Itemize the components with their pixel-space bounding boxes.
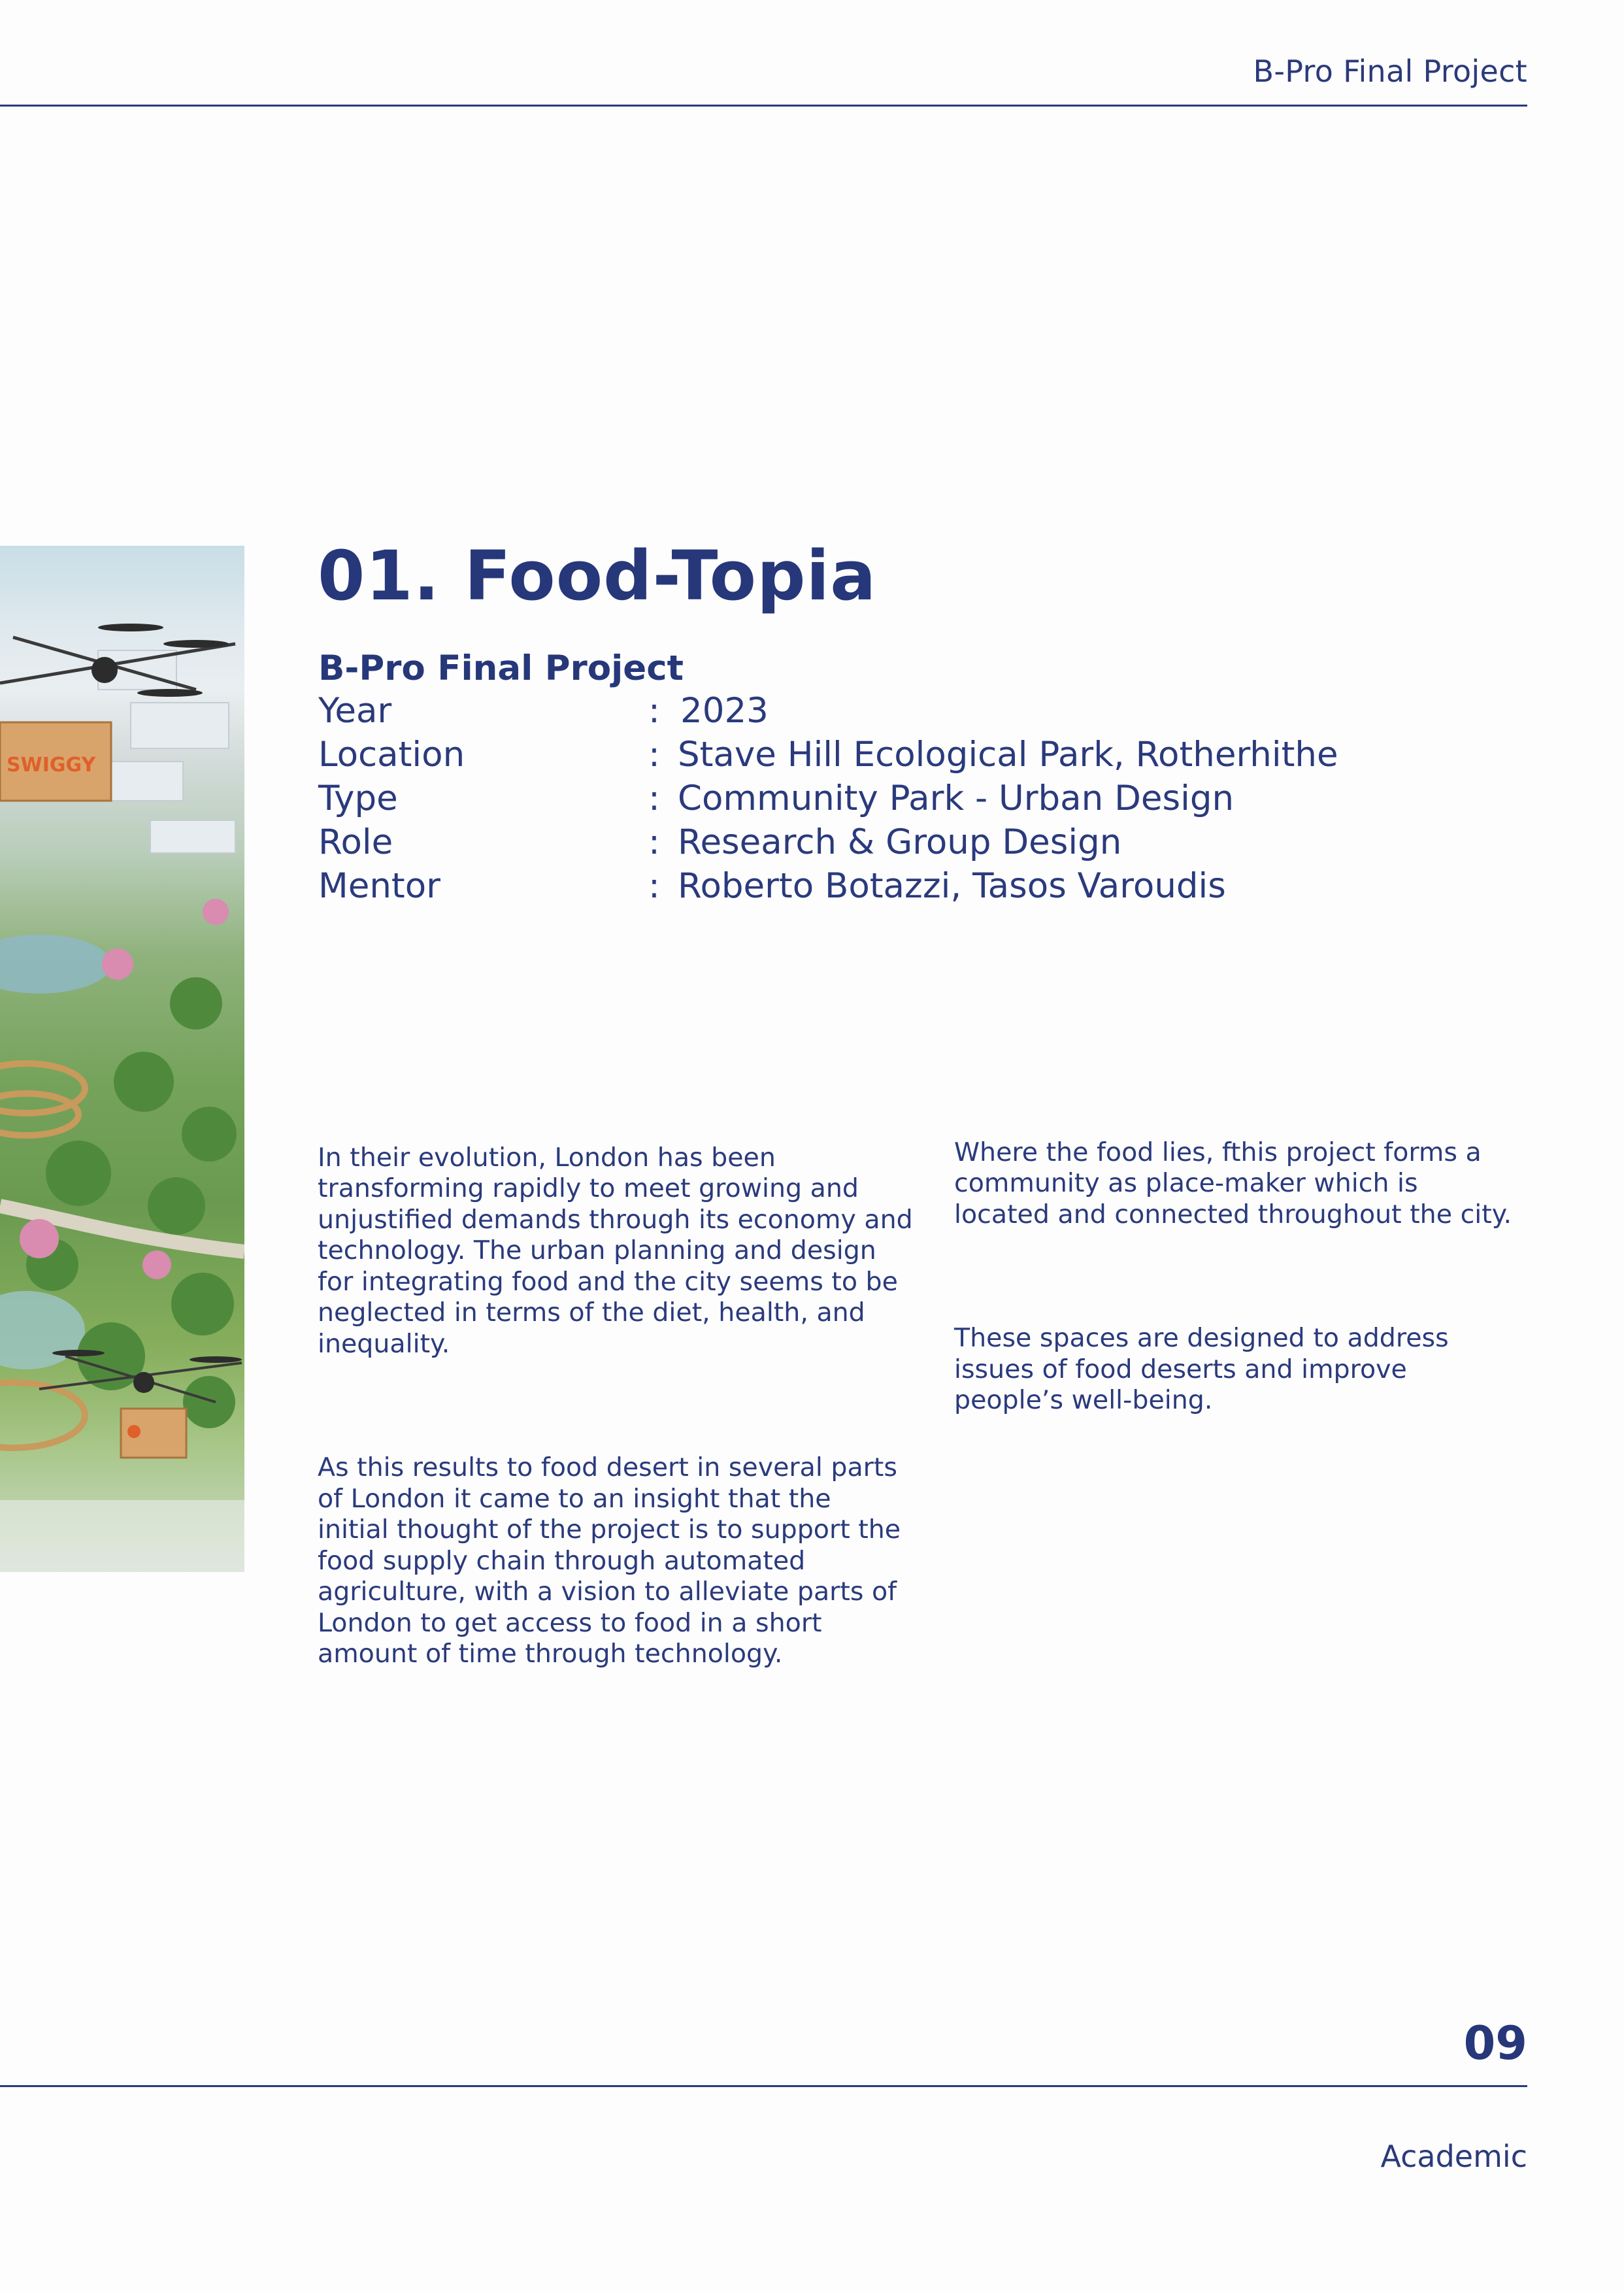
- info-value: Research & Group Design: [678, 822, 1122, 862]
- project-illustration: [0, 546, 244, 1572]
- project-subtitle: B-Pro Final Project: [318, 648, 684, 688]
- info-value: Stave Hill Ecological Park, Rotherhithe: [678, 735, 1338, 775]
- info-separator: :: [648, 735, 660, 775]
- body-paragraph: Where the food lies, fthis project forms a community as place-maker which is located and connected throughout the city.: [954, 1137, 1512, 1230]
- page-number: 09: [1463, 2017, 1527, 2070]
- info-separator: :: [648, 778, 660, 818]
- info-row-mentor: [318, 866, 1226, 906]
- info-value: Roberto Botazzi, Tasos Varoudis: [678, 866, 1226, 906]
- footer-section-label: Academic: [1380, 2139, 1527, 2174]
- info-separator: :: [648, 822, 660, 862]
- illustration-drawing: [0, 546, 244, 1572]
- info-label: Mentor: [318, 866, 440, 906]
- info-label: Year: [318, 691, 392, 731]
- info-label: Type: [318, 778, 398, 818]
- info-row-role: [318, 822, 1121, 862]
- header-divider: [0, 105, 1527, 107]
- info-separator: :: [648, 691, 660, 731]
- body-column-left: [318, 1111, 919, 1701]
- info-label: Location: [318, 735, 465, 775]
- illustration-brand-text: SWIGGY: [7, 754, 96, 777]
- project-title: 01. Food-Topia: [318, 536, 877, 616]
- body-column-right: [954, 1106, 1542, 1447]
- info-row-type: [318, 778, 1234, 818]
- body-paragraph: These spaces are designed to address issues of food deserts and improve people’s well-being.: [954, 1323, 1449, 1415]
- info-row-location: [318, 735, 1338, 775]
- info-separator: :: [648, 866, 660, 906]
- info-value: Community Park - Urban Design: [678, 778, 1235, 818]
- footer-divider: [0, 2085, 1527, 2087]
- body-paragraph: In their evolution, London has been transforming rapidly to meet growing and unjustified demands through its economy and technology. The urban planning and design for integrating food and the city seems to be neglected in terms of the diet, health, and inequality.: [318, 1142, 913, 1359]
- info-label: Role: [318, 822, 393, 862]
- body-paragraph: As this results to food desert in several parts of London it came to an insight that the initial thought of the project is to support the food supply chain through automated agriculture, with a vision to alleviate parts of London to get access to food in a short amount of time through technology.: [318, 1452, 901, 1669]
- header-label: B-Pro Final Project: [1253, 54, 1527, 89]
- info-value: 2023: [680, 691, 769, 731]
- info-row-year: [318, 691, 769, 731]
